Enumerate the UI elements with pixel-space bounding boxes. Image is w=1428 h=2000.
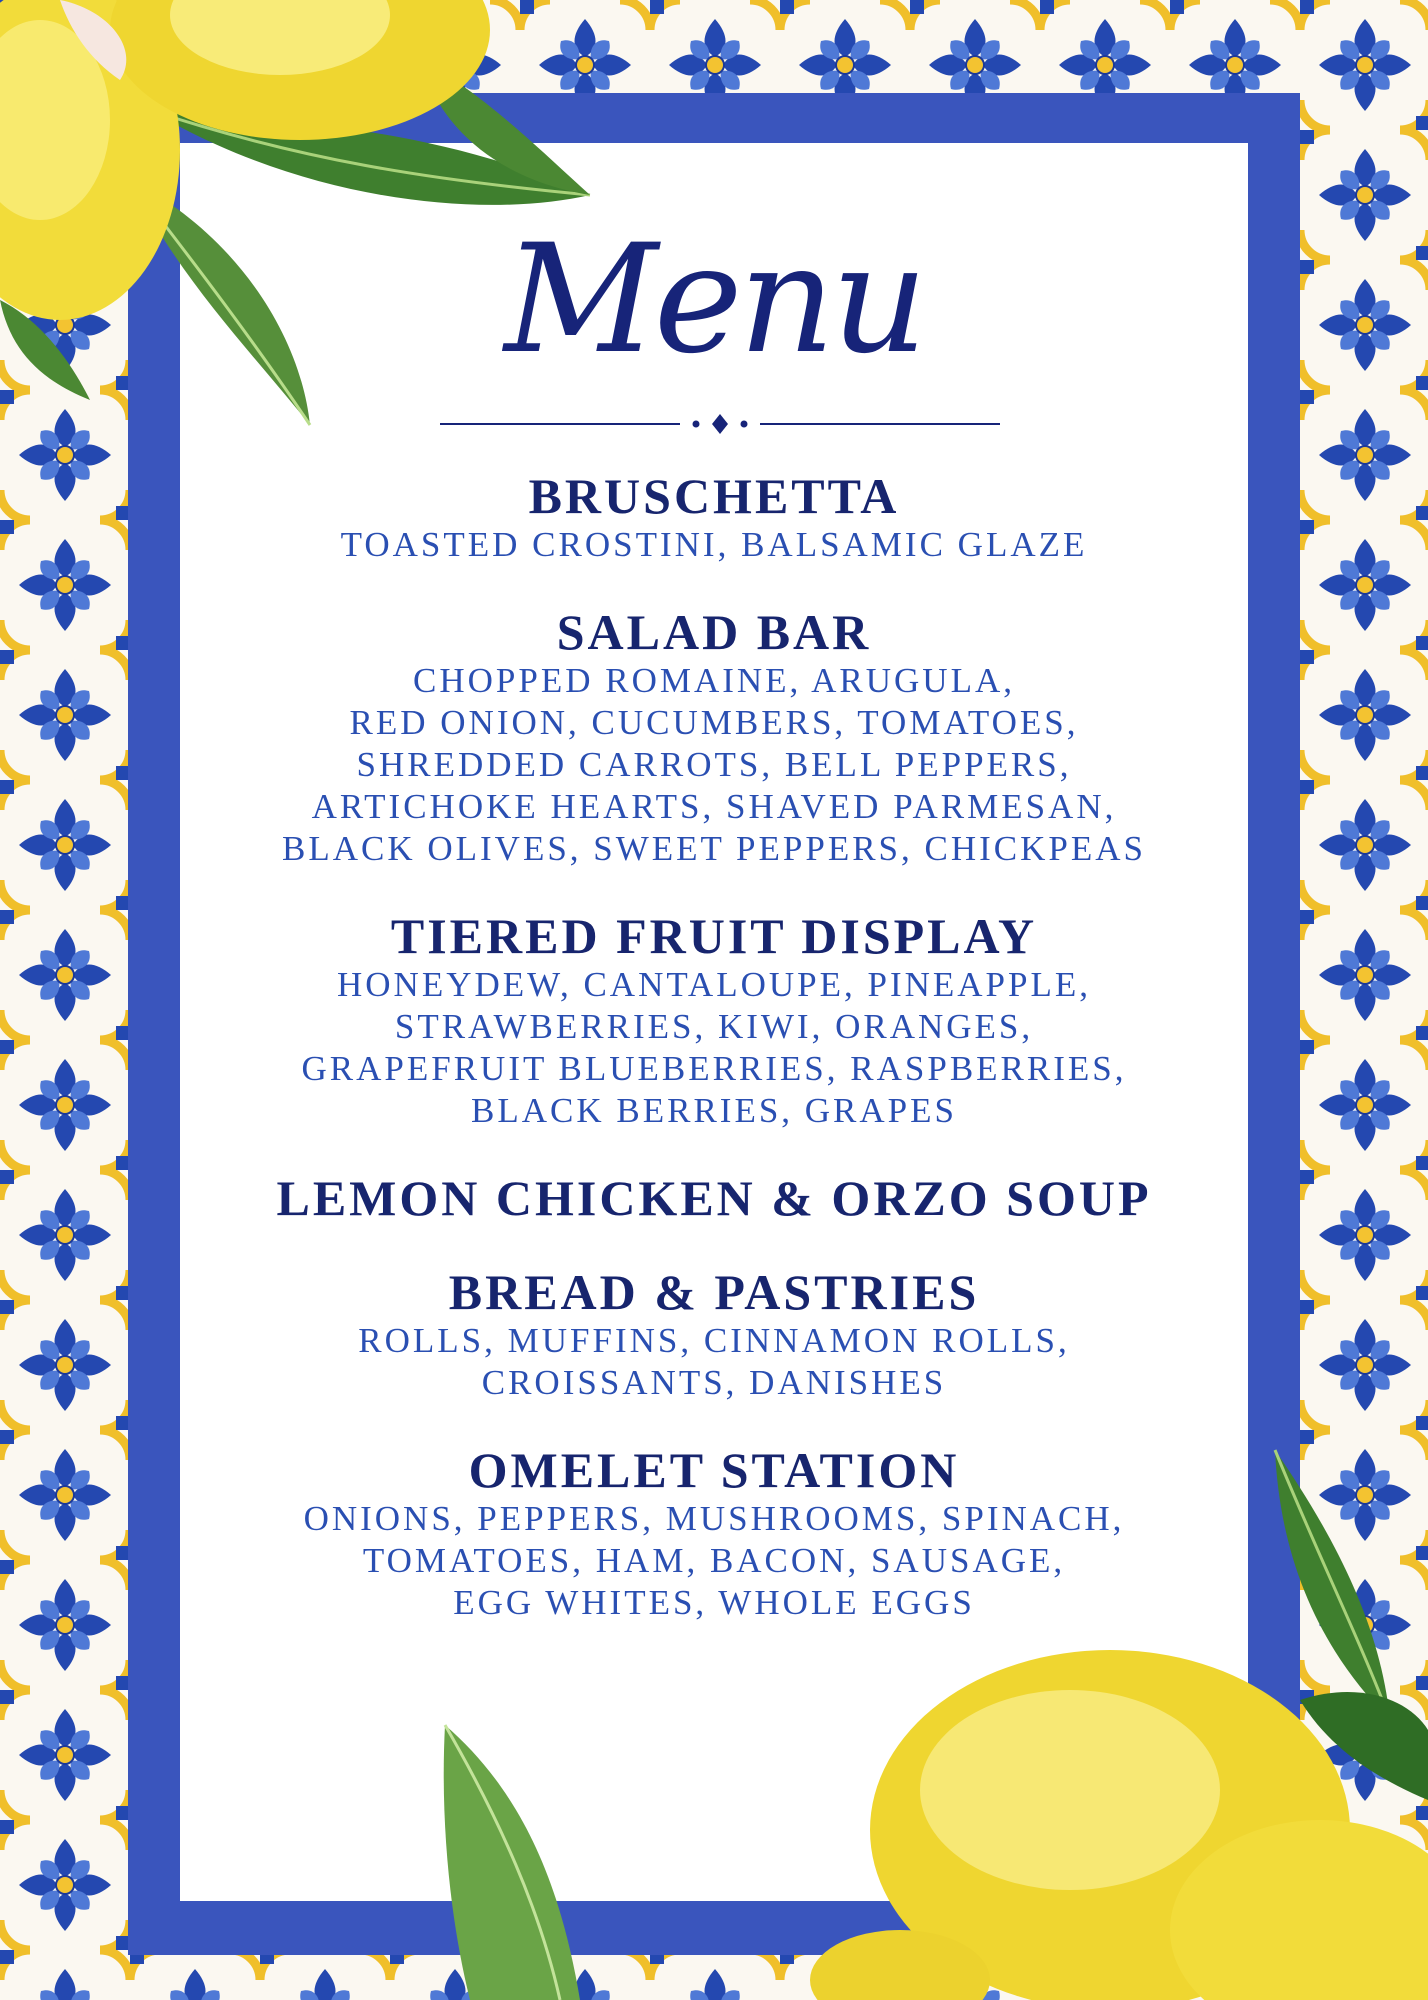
section-description: ROLLS, MUFFINS, CINNAMON ROLLS,	[358, 1321, 1070, 1360]
section-description: STRAWBERRIES, KIWI, ORANGES,	[394, 1007, 1034, 1046]
menu-section-bread-pastries	[180, 1264, 1248, 1404]
menu-section-soup	[180, 1170, 1248, 1226]
section-heading: LEMON CHICKEN & ORZO SOUP	[276, 1170, 1152, 1226]
section-description: HONEYDEW, CANTALOUPE, PINEAPPLE,	[337, 965, 1091, 1004]
section-description: BLACK OLIVES, SWEET PEPPERS, CHICKPEAS	[281, 829, 1146, 868]
section-description: CROISSANTS, DANISHES	[481, 1363, 947, 1402]
section-heading: BRUSCHETTA	[528, 468, 900, 524]
menu-section-fruit-display	[180, 908, 1248, 1132]
section-description: TOASTED CROSTINI, BALSAMIC GLAZE	[340, 525, 1088, 564]
menu-section-bruschetta	[180, 468, 1248, 566]
menu-title: Menu	[504, 213, 924, 387]
section-heading: OMELET STATION	[468, 1442, 960, 1498]
section-description: SHREDDED CARROTS, BELL PEPPERS,	[356, 745, 1072, 784]
section-description: RED ONION, CUCUMBERS, TOMATOES,	[349, 703, 1079, 742]
menu-list	[180, 468, 1248, 1624]
section-description: CHOPPED ROMAINE, ARUGULA,	[413, 661, 1015, 700]
section-heading: SALAD BAR	[556, 604, 872, 660]
section-description: ARTICHOKE HEARTS, SHAVED PARMESAN,	[311, 787, 1117, 826]
section-description: EGG WHITES, WHOLE EGGS	[453, 1583, 975, 1622]
section-description: GRAPEFRUIT BLUEBERRIES, RASPBERRIES,	[301, 1049, 1127, 1088]
section-description: ONIONS, PEPPERS, MUSHROOMS, SPINACH,	[303, 1499, 1125, 1538]
section-heading: TIERED FRUIT DISPLAY	[390, 908, 1038, 964]
menu-section-omelet-station	[180, 1442, 1248, 1624]
diamond-ornament-icon	[712, 414, 728, 434]
title-divider	[440, 412, 1000, 436]
section-description: BLACK BERRIES, GRAPES	[471, 1091, 957, 1130]
menu-section-salad-bar	[180, 604, 1248, 870]
section-description: TOMATOES, HAM, BACON, SAUSAGE,	[362, 1541, 1066, 1580]
section-heading: BREAD & PASTRIES	[448, 1264, 980, 1320]
